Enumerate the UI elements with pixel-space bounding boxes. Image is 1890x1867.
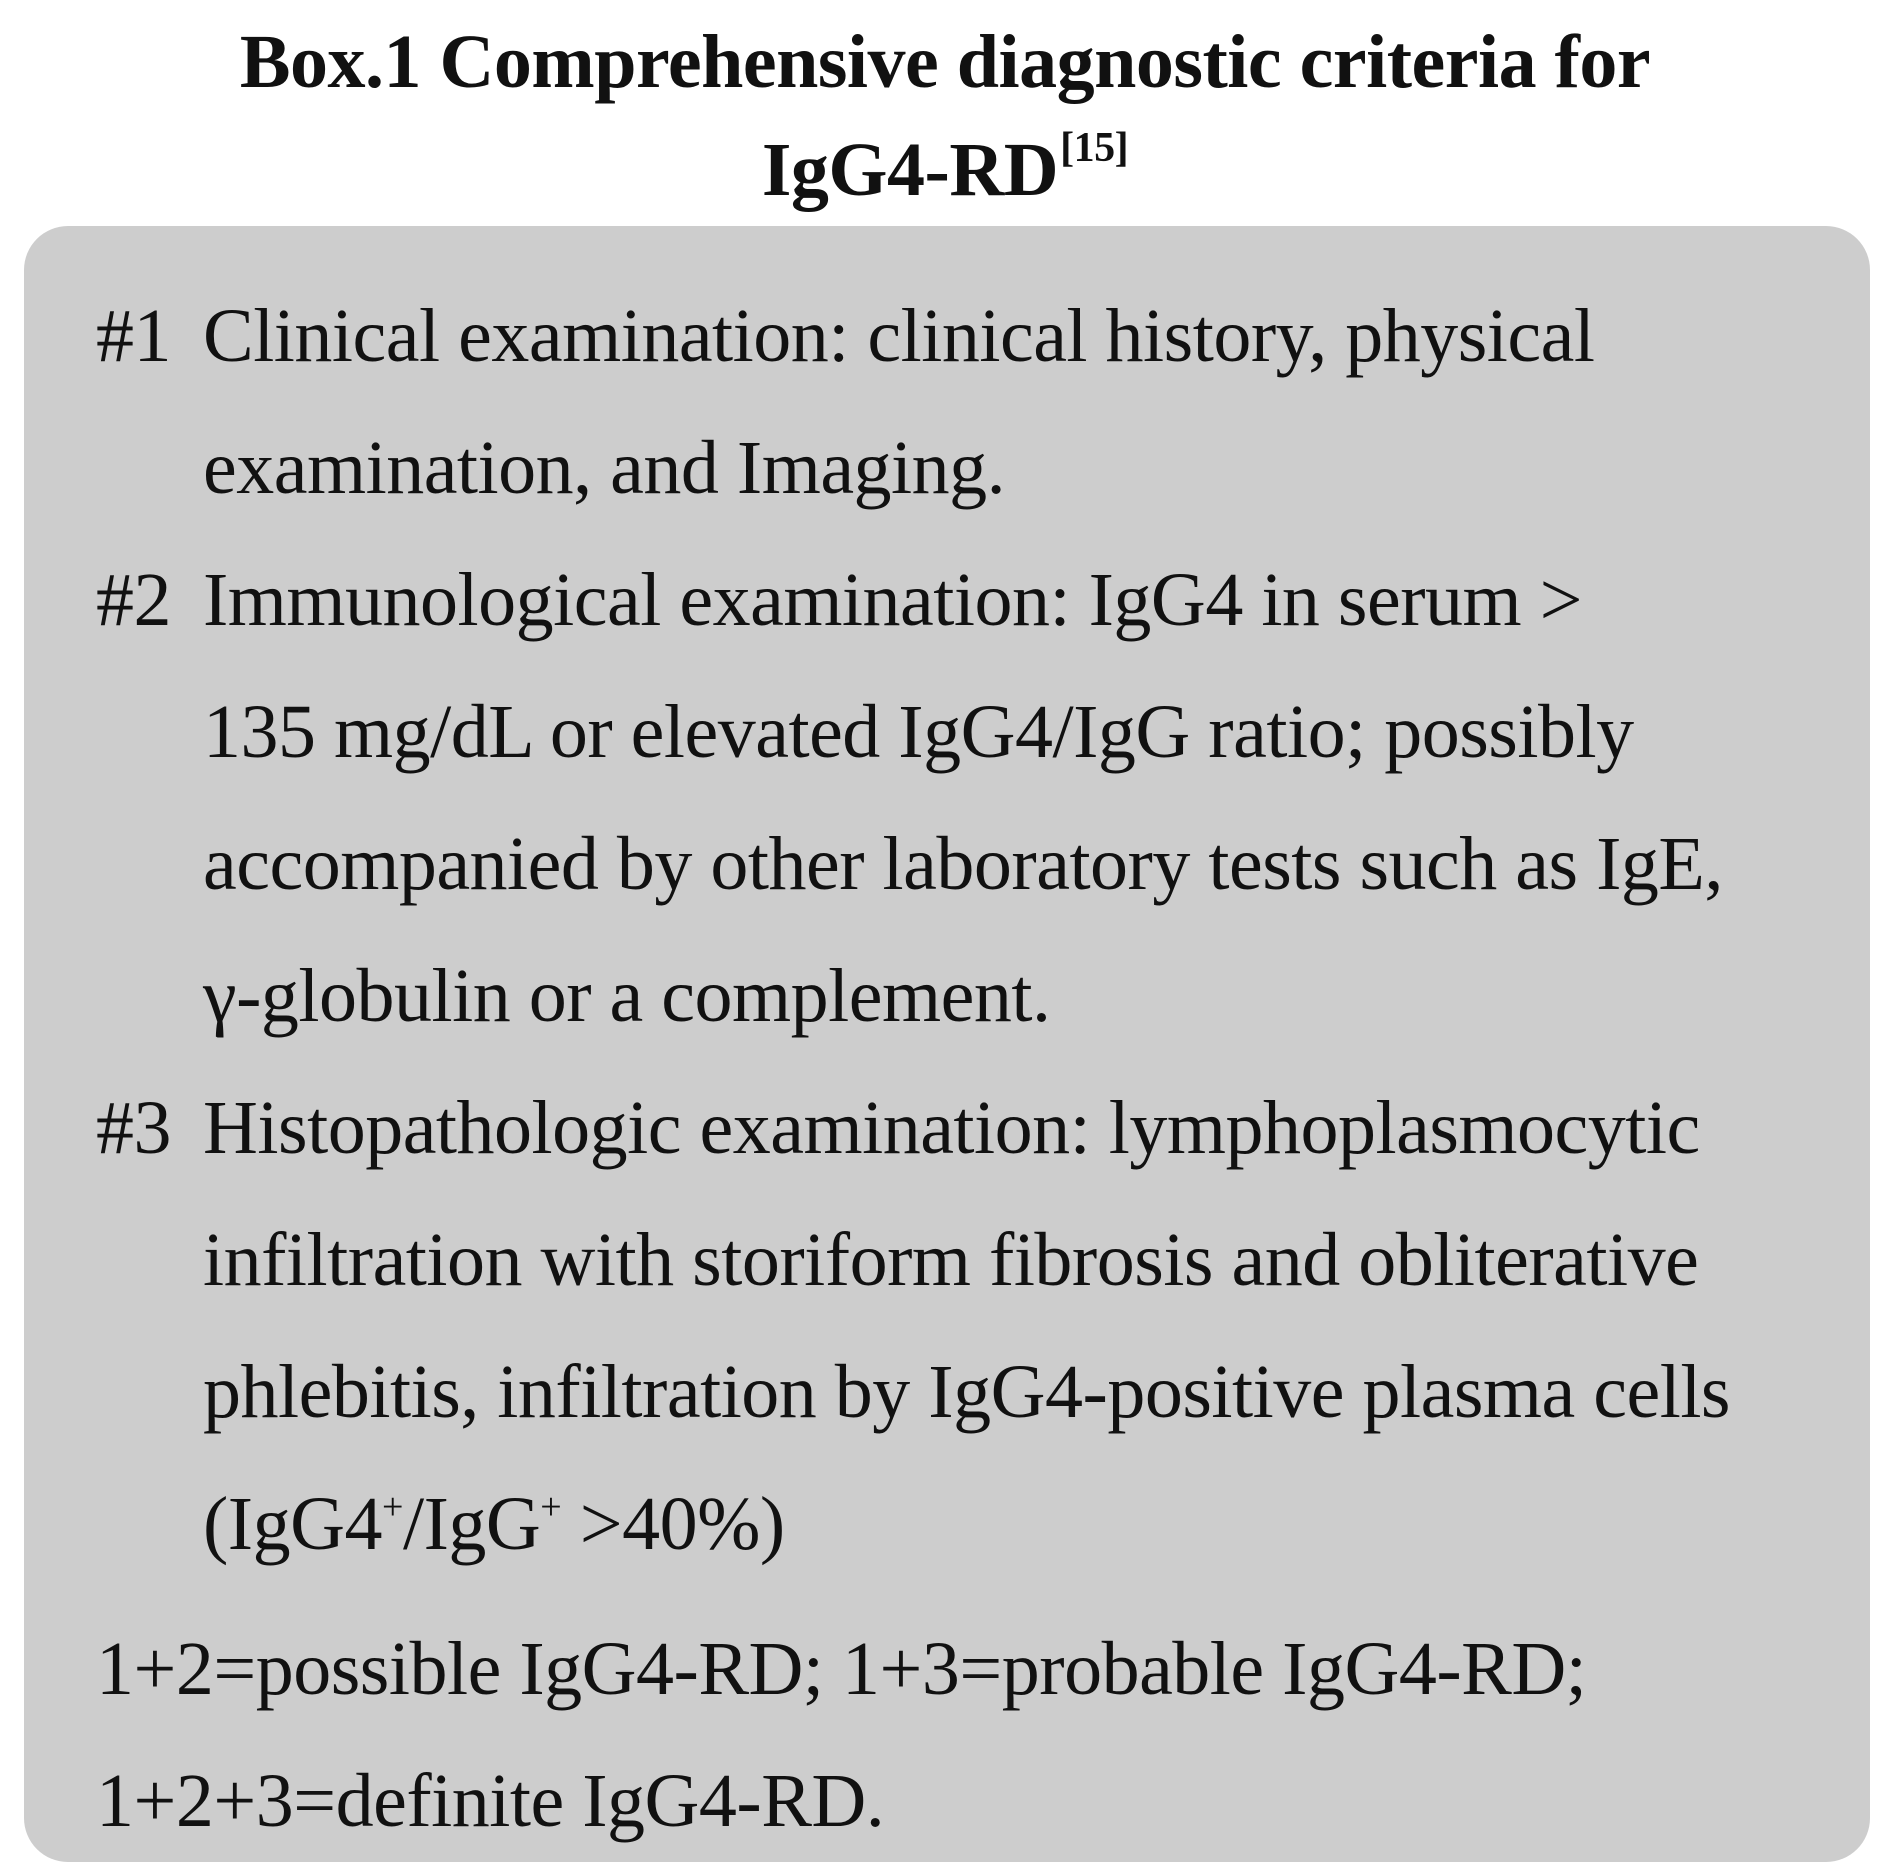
- criterion-3-line: Histopathologic examination: lymphoplasmocytic: [203, 1086, 1700, 1170]
- ratio-part-igg4: (IgG4: [203, 1482, 383, 1566]
- diagnosis-summary: [96, 1603, 1796, 1867]
- criterion-2: [96, 534, 1796, 1062]
- criterion-1-number: #1: [96, 294, 171, 378]
- criterion-3-line: phlebitis, infiltration by IgG4-positive plasma cells: [203, 1350, 1731, 1434]
- criterion-2-line: γ-globulin or a complement.: [203, 954, 1051, 1038]
- criterion-1-line: examination, and Imaging.: [203, 426, 1006, 510]
- summary-line-1: 1+2=possible IgG4-RD; 1+3=probable IgG4-RD;: [96, 1627, 1587, 1711]
- criterion-3: [96, 1062, 1796, 1603]
- criterion-3-line: infiltration with storiform fibrosis and obliterative: [203, 1218, 1699, 1302]
- box-title-line-1: Box.1 Comprehensive diagnostic criteria for: [239, 20, 1651, 104]
- box-title-disease: IgG4-RD: [761, 128, 1059, 212]
- criterion-3-number: #3: [96, 1086, 171, 1170]
- summary-line-2: 1+2+3=definite IgG4-RD.: [96, 1759, 885, 1843]
- plus-superscript: +: [540, 1486, 562, 1528]
- ratio-threshold: >40%): [561, 1482, 785, 1566]
- criterion-1-text: [203, 270, 1796, 534]
- box-title-line-2: [0, 116, 1890, 236]
- plus-superscript: +: [382, 1486, 403, 1528]
- criterion-1: [96, 270, 1796, 534]
- criterion-2-line: accompanied by other laboratory tests such as IgE,: [203, 822, 1723, 906]
- box-title: [0, 8, 1890, 236]
- criterion-2-line: 135 mg/dL or elevated IgG4/IgG ratio; possibly: [203, 690, 1634, 774]
- ratio-part-igg: /IgG: [402, 1482, 541, 1566]
- criterion-3-ratio-line: [203, 1458, 1796, 1603]
- criterion-2-text: [203, 534, 1796, 1062]
- criterion-3-text: [203, 1062, 1796, 1603]
- reference-citation: [15]: [1060, 125, 1129, 171]
- criterion-2-number: #2: [96, 558, 171, 642]
- criteria-content: [96, 270, 1796, 1867]
- criterion-2-line: Immunological examination: IgG4 in serum >: [203, 558, 1583, 642]
- criterion-1-line: Clinical examination: clinical history, physical: [203, 294, 1595, 378]
